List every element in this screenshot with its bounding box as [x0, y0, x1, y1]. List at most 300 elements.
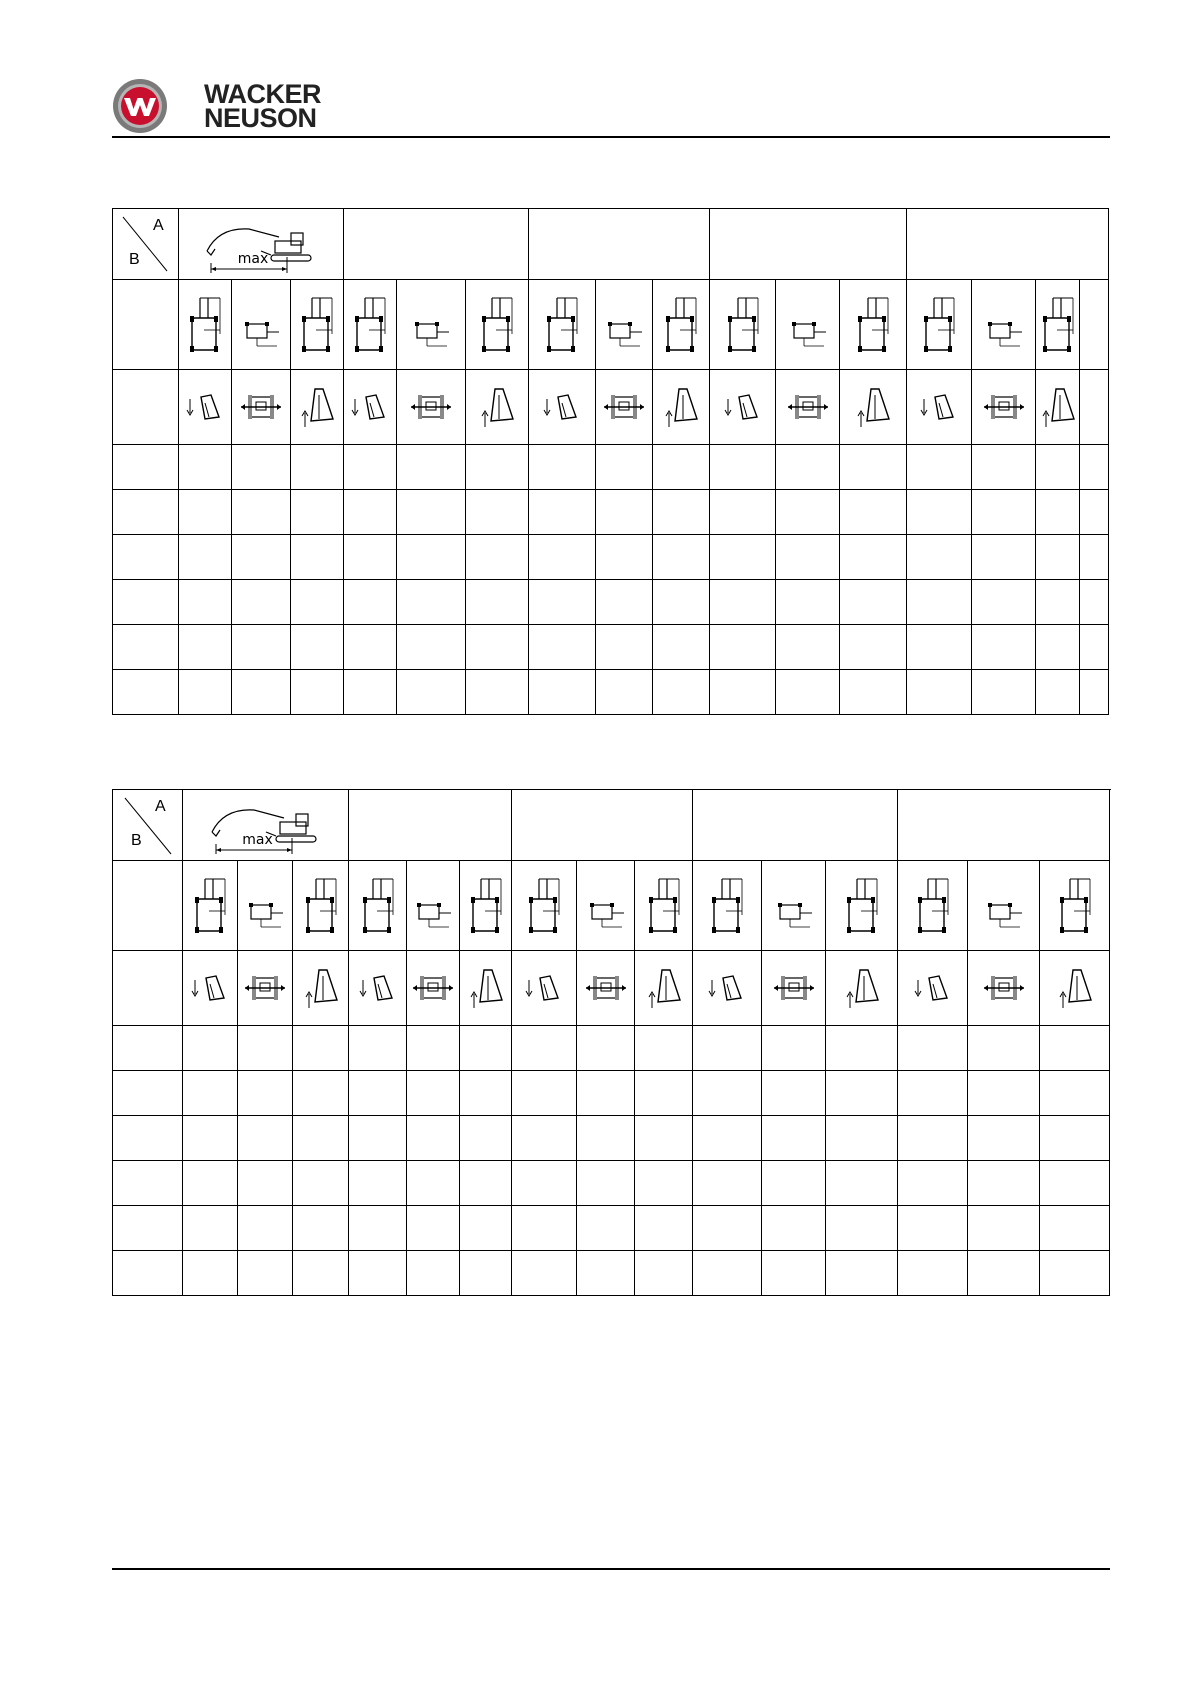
load-value-cell	[1036, 625, 1080, 670]
load-value-cell	[344, 445, 397, 490]
table-row	[113, 625, 1109, 670]
load-value-cell	[349, 1206, 407, 1251]
load-value-cell	[183, 1161, 238, 1206]
load-value-cell	[693, 1161, 762, 1206]
load-value-cell	[577, 1206, 635, 1251]
load-value-cell	[1040, 1206, 1110, 1251]
corner-label-a: A	[155, 798, 166, 815]
load-value-cell	[291, 580, 344, 625]
row-label-cell	[113, 535, 179, 580]
load-value-cell	[349, 1026, 407, 1071]
up-tipping-icon	[1036, 385, 1079, 429]
side-cylinder-icon	[179, 294, 231, 356]
cylinder-icon-cell	[826, 861, 898, 951]
max-label: max	[242, 832, 273, 848]
cylinder-icon-cell	[344, 280, 397, 370]
load-value-cell	[898, 1161, 968, 1206]
load-value-cell	[762, 1251, 826, 1296]
load-value-cell	[635, 1026, 693, 1071]
table-row	[113, 1161, 1110, 1206]
load-value-cell	[968, 1116, 1040, 1161]
load-value-cell	[1036, 580, 1080, 625]
load-value-cell	[293, 1071, 349, 1116]
load-value-cell	[840, 535, 907, 580]
load-value-cell	[397, 535, 466, 580]
wacker-neuson-logo-icon	[112, 78, 168, 134]
cylinder-icon-cell	[349, 861, 407, 951]
cylinder-icon-cell	[1040, 861, 1110, 951]
cylinder-icon-cell	[776, 280, 840, 370]
load-value-cell	[529, 535, 596, 580]
table-row	[113, 490, 1109, 535]
load-value-cell	[635, 1161, 693, 1206]
load-value-cell	[466, 580, 529, 625]
load-value-cell	[291, 670, 344, 715]
tipping-icon-cell	[293, 951, 349, 1026]
corner-label-b: B	[131, 832, 142, 849]
load-group-header-3	[512, 790, 693, 861]
load-value-cell	[596, 445, 653, 490]
load-value-cell	[344, 670, 397, 715]
corner-label-a: A	[153, 217, 164, 234]
tipping-icon-cell	[232, 370, 291, 445]
up-tipping-icon	[653, 385, 709, 429]
load-value-cell	[407, 1161, 460, 1206]
front-cylinder-icon	[577, 875, 634, 937]
load-value-cell	[1080, 670, 1109, 715]
load-value-cell	[1040, 1026, 1110, 1071]
footer-divider	[112, 1568, 1110, 1570]
load-value-cell	[183, 1116, 238, 1161]
tipping-icon-cell	[183, 951, 238, 1026]
load-value-cell	[577, 1071, 635, 1116]
load-value-cell	[968, 1071, 1040, 1116]
load-value-cell	[1040, 1071, 1110, 1116]
side-cylinder-icon	[653, 294, 709, 356]
load-value-cell	[840, 625, 907, 670]
row-label-cell	[113, 370, 179, 445]
load-value-cell	[1036, 490, 1080, 535]
front-cylinder-icon	[397, 294, 465, 356]
cylinder-icon-cell	[653, 280, 710, 370]
load-value-cell	[577, 1026, 635, 1071]
load-value-cell	[776, 625, 840, 670]
cylinder-icon-cell	[179, 280, 232, 370]
load-value-cell	[512, 1116, 577, 1161]
table-row	[113, 1071, 1110, 1116]
load-value-cell	[1040, 1116, 1110, 1161]
load-value-cell	[529, 625, 596, 670]
cylinder-icon-cell	[596, 280, 653, 370]
load-value-cell	[968, 1206, 1040, 1251]
down-tipping-icon	[710, 389, 775, 425]
table-row	[113, 670, 1109, 715]
load-value-cell	[291, 490, 344, 535]
load-value-cell	[635, 1071, 693, 1116]
down-tipping-icon	[344, 389, 396, 425]
load-value-cell	[577, 1161, 635, 1206]
row-label-cell	[113, 1026, 183, 1071]
load-value-cell	[466, 670, 529, 715]
side-cylinder-icon	[710, 294, 775, 356]
load-value-cell	[710, 670, 776, 715]
tipping-icon-cell	[762, 951, 826, 1026]
load-value-cell	[466, 535, 529, 580]
load-value-cell	[898, 1206, 968, 1251]
load-value-cell	[596, 670, 653, 715]
tipping-icon-cell	[1040, 951, 1110, 1026]
side-cylinder-icon	[291, 294, 343, 356]
load-value-cell	[907, 580, 972, 625]
load-group-header-3	[529, 209, 710, 280]
up-tipping-icon	[635, 966, 692, 1010]
load-value-cell	[397, 490, 466, 535]
up-tipping-icon	[826, 966, 897, 1010]
cylinder-icon-row	[113, 861, 1110, 951]
page-header	[112, 78, 1110, 138]
tipping-icon-cell	[349, 951, 407, 1026]
load-group-header-5	[898, 790, 1110, 861]
front-cylinder-icon	[596, 294, 652, 356]
load-value-cell	[762, 1206, 826, 1251]
cylinder-icon-cell	[840, 280, 907, 370]
lateral-tipping-icon	[596, 389, 652, 425]
load-value-cell	[291, 445, 344, 490]
load-value-cell	[653, 490, 710, 535]
cylinder-icon-cell	[407, 861, 460, 951]
load-value-cell	[529, 670, 596, 715]
load-value-cell	[907, 670, 972, 715]
load-table-2	[112, 789, 1110, 1296]
load-value-cell	[460, 1251, 512, 1296]
tipping-icon-cell	[179, 370, 232, 445]
load-value-cell	[407, 1206, 460, 1251]
down-tipping-icon	[512, 970, 576, 1006]
row-label-cell	[113, 280, 179, 370]
load-value-cell	[968, 1251, 1040, 1296]
load-value-cell	[577, 1251, 635, 1296]
load-value-cell	[397, 445, 466, 490]
up-tipping-icon	[460, 966, 511, 1010]
load-value-cell	[776, 580, 840, 625]
load-value-cell	[512, 1026, 577, 1071]
lateral-tipping-icon	[776, 389, 839, 425]
tipping-icon-cell	[460, 951, 512, 1026]
brand-line-1: WACKER	[204, 79, 321, 109]
load-value-cell	[512, 1206, 577, 1251]
load-value-cell	[710, 445, 776, 490]
load-value-cell	[653, 670, 710, 715]
load-value-cell	[349, 1116, 407, 1161]
load-value-cell	[693, 1116, 762, 1161]
up-tipping-icon	[840, 385, 906, 429]
load-value-cell	[826, 1116, 898, 1161]
load-value-cell	[972, 445, 1036, 490]
up-tipping-icon	[1040, 966, 1109, 1010]
cylinder-icon-cell	[693, 861, 762, 951]
row-label-cell	[113, 1206, 183, 1251]
load-value-cell	[232, 535, 291, 580]
load-value-cell	[293, 1206, 349, 1251]
load-value-cell	[898, 1251, 968, 1296]
tipping-icon-cell	[529, 370, 596, 445]
load-value-cell	[179, 490, 232, 535]
load-value-cell	[1036, 535, 1080, 580]
side-cylinder-icon	[344, 294, 396, 356]
load-value-cell	[179, 445, 232, 490]
lateral-tipping-icon	[232, 389, 290, 425]
load-value-cell	[693, 1251, 762, 1296]
front-cylinder-icon	[776, 294, 839, 356]
load-value-cell	[1080, 490, 1109, 535]
load-value-cell	[460, 1206, 512, 1251]
load-value-cell	[840, 670, 907, 715]
load-value-cell	[460, 1026, 512, 1071]
tipping-icon-cell	[1036, 370, 1080, 445]
cylinder-icon-cell	[968, 861, 1040, 951]
load-value-cell	[293, 1026, 349, 1071]
load-value-cell	[529, 445, 596, 490]
header-divider	[112, 136, 1110, 138]
row-label-cell	[113, 625, 179, 670]
load-group-header-5	[907, 209, 1109, 280]
cylinder-icon-cell	[238, 861, 293, 951]
load-value-cell	[232, 625, 291, 670]
load-value-cell	[238, 1071, 293, 1116]
load-value-cell	[407, 1026, 460, 1071]
load-value-cell	[840, 490, 907, 535]
table-row	[113, 1206, 1110, 1251]
load-value-cell	[1036, 670, 1080, 715]
load-value-cell	[512, 1251, 577, 1296]
load-value-cell	[762, 1116, 826, 1161]
load-value-cell	[776, 445, 840, 490]
tipping-icon-cell	[907, 370, 972, 445]
load-value-cell	[826, 1206, 898, 1251]
load-value-cell	[349, 1071, 407, 1116]
tipping-icon-cell	[512, 951, 577, 1026]
load-value-cell	[238, 1116, 293, 1161]
up-tipping-icon	[293, 966, 348, 1010]
cylinder-icon-cell	[466, 280, 529, 370]
side-cylinder-icon	[529, 294, 595, 356]
tipping-icon-row	[113, 951, 1110, 1026]
load-value-cell	[907, 445, 972, 490]
load-value-cell	[293, 1161, 349, 1206]
load-value-cell	[972, 580, 1036, 625]
load-value-cell	[407, 1071, 460, 1116]
load-table-1	[112, 208, 1109, 715]
load-value-cell	[349, 1251, 407, 1296]
load-value-cell	[596, 625, 653, 670]
load-value-cell	[344, 580, 397, 625]
tipping-icon-cell	[826, 951, 898, 1026]
row-label-cell	[113, 861, 183, 951]
tipping-icon-row	[113, 370, 1109, 445]
load-value-cell	[238, 1206, 293, 1251]
load-value-cell	[840, 580, 907, 625]
load-value-cell	[710, 535, 776, 580]
cylinder-icon-cell	[512, 861, 577, 951]
load-value-cell	[183, 1071, 238, 1116]
brand-wordmark	[204, 79, 321, 133]
load-group-header-4	[710, 209, 907, 280]
load-value-cell	[1040, 1251, 1110, 1296]
side-cylinder-icon	[512, 875, 576, 937]
tipping-icon-cell	[466, 370, 529, 445]
tipping-icon-cell	[577, 951, 635, 1026]
side-cylinder-icon	[466, 294, 528, 356]
load-value-cell	[460, 1116, 512, 1161]
load-value-cell	[653, 535, 710, 580]
load-value-cell	[397, 670, 466, 715]
load-value-cell	[1080, 445, 1109, 490]
tipping-icon-cell	[840, 370, 907, 445]
load-value-cell	[1080, 535, 1109, 580]
table-row	[113, 535, 1109, 580]
load-value-cell	[407, 1251, 460, 1296]
tipping-icon-cell	[776, 370, 840, 445]
load-value-cell	[826, 1026, 898, 1071]
side-cylinder-icon	[907, 294, 971, 356]
cylinder-icon-cell	[460, 861, 512, 951]
load-value-cell	[397, 580, 466, 625]
load-value-cell	[653, 580, 710, 625]
max-label: max	[237, 251, 269, 267]
cylinder-icon-cell	[577, 861, 635, 951]
side-cylinder-icon	[349, 875, 406, 937]
side-cylinder-icon	[460, 875, 511, 937]
cylinder-icon-cell	[397, 280, 466, 370]
load-value-cell	[291, 535, 344, 580]
row-label-cell	[113, 445, 179, 490]
up-tipping-icon	[291, 385, 343, 429]
side-cylinder-icon	[693, 875, 761, 937]
load-group-header-2	[344, 209, 529, 280]
load-value-cell	[238, 1161, 293, 1206]
down-tipping-icon	[183, 970, 237, 1006]
side-cylinder-icon	[635, 875, 692, 937]
load-value-cell	[972, 535, 1036, 580]
down-tipping-icon	[907, 389, 971, 425]
front-cylinder-icon	[407, 875, 459, 937]
load-value-cell	[179, 580, 232, 625]
row-label-cell	[113, 1116, 183, 1161]
corner-cell	[113, 790, 183, 861]
cylinder-icon-row	[113, 280, 1109, 370]
load-value-cell	[826, 1161, 898, 1206]
table-row	[113, 1026, 1110, 1071]
load-value-cell	[1080, 580, 1109, 625]
side-cylinder-icon	[293, 875, 348, 937]
load-value-cell	[596, 490, 653, 535]
load-value-cell	[183, 1251, 238, 1296]
tipping-icon-cell	[238, 951, 293, 1026]
load-value-cell	[596, 535, 653, 580]
load-value-cell	[653, 445, 710, 490]
tipping-icon-cell	[1080, 370, 1109, 445]
down-tipping-icon	[349, 970, 406, 1006]
load-value-cell	[776, 670, 840, 715]
front-cylinder-icon	[972, 294, 1035, 356]
row-label-cell	[113, 1161, 183, 1206]
row-label-cell	[113, 1071, 183, 1116]
load-value-cell	[635, 1116, 693, 1161]
row-label-cell	[113, 1251, 183, 1296]
load-value-cell	[596, 580, 653, 625]
tipping-icon-cell	[968, 951, 1040, 1026]
lateral-tipping-icon	[407, 970, 459, 1006]
down-tipping-icon	[529, 389, 595, 425]
load-value-cell	[710, 625, 776, 670]
load-value-cell	[349, 1161, 407, 1206]
load-value-cell	[466, 625, 529, 670]
tipping-icon-cell	[596, 370, 653, 445]
load-value-cell	[529, 490, 596, 535]
corner-label-b: B	[129, 251, 140, 268]
load-value-cell	[179, 625, 232, 670]
cylinder-icon-cell	[710, 280, 776, 370]
load-value-cell	[693, 1206, 762, 1251]
load-value-cell	[179, 670, 232, 715]
brand-line-2: NEUSON	[204, 103, 317, 133]
side-cylinder-icon	[826, 875, 897, 937]
load-value-cell	[344, 490, 397, 535]
load-value-cell	[693, 1026, 762, 1071]
load-value-cell	[898, 1071, 968, 1116]
cylinder-icon-cell	[529, 280, 596, 370]
load-value-cell	[1036, 445, 1080, 490]
row-label-cell	[113, 670, 179, 715]
load-value-cell	[232, 490, 291, 535]
load-value-cell	[344, 535, 397, 580]
tipping-icon-cell	[397, 370, 466, 445]
lateral-tipping-icon	[968, 970, 1039, 1006]
header-row	[113, 790, 1110, 861]
load-value-cell	[460, 1071, 512, 1116]
excavator-reach-header	[179, 209, 344, 280]
header-row	[113, 209, 1109, 280]
load-group-header-4	[693, 790, 898, 861]
load-value-cell	[512, 1161, 577, 1206]
tipping-icon-cell	[898, 951, 968, 1026]
down-tipping-icon	[898, 970, 967, 1006]
side-cylinder-icon	[183, 875, 237, 937]
side-cylinder-icon	[1040, 875, 1109, 937]
cylinder-icon-cell	[293, 861, 349, 951]
load-value-cell	[466, 490, 529, 535]
tipping-icon-cell	[653, 370, 710, 445]
tipping-icon-cell	[407, 951, 460, 1026]
load-value-cell	[907, 490, 972, 535]
load-value-cell	[1080, 625, 1109, 670]
front-cylinder-icon	[968, 875, 1039, 937]
row-label-cell	[113, 580, 179, 625]
table-row	[113, 580, 1109, 625]
cylinder-icon-cell	[291, 280, 344, 370]
load-group-header-2	[349, 790, 512, 861]
load-value-cell	[972, 670, 1036, 715]
load-value-cell	[397, 625, 466, 670]
load-value-cell	[529, 580, 596, 625]
load-value-cell	[710, 490, 776, 535]
load-value-cell	[762, 1161, 826, 1206]
front-cylinder-icon	[238, 875, 292, 937]
cylinder-icon-cell	[183, 861, 238, 951]
lateral-tipping-icon	[762, 970, 825, 1006]
load-value-cell	[972, 490, 1036, 535]
lateral-tipping-icon	[238, 970, 292, 1006]
